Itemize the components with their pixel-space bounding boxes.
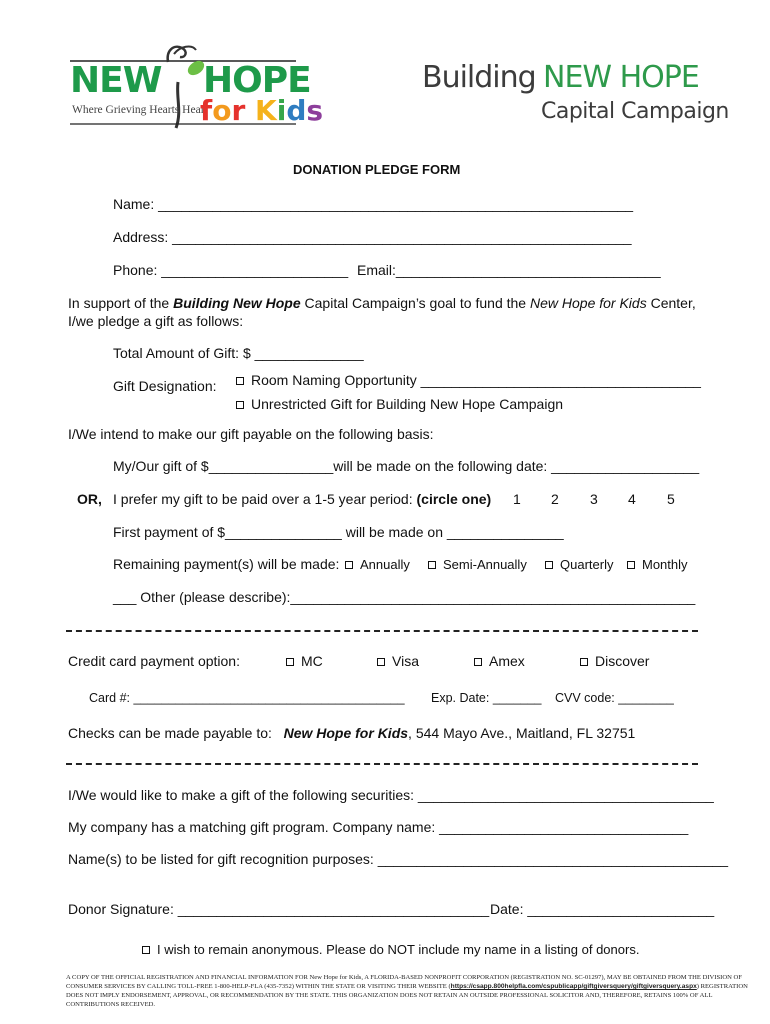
cc-option-mc[interactable]: MC — [286, 653, 323, 669]
checkbox-icon[interactable] — [286, 658, 294, 666]
phone-field[interactable]: Phone: ________________________ — [113, 262, 349, 278]
cc-option-visa[interactable]: Visa — [377, 653, 419, 669]
checkbox-icon[interactable] — [236, 377, 244, 385]
gift-designation-label: Gift Designation: — [113, 378, 217, 394]
address-field[interactable]: Address: ___________________________________________________________ — [113, 229, 632, 245]
registration-link[interactable]: https://csapp.800helpfla.com/cspublicapp/giftgiversquery/giftgiversquery.aspx — [450, 983, 697, 990]
gift-date-field[interactable]: My/Our gift of $________________will be made on the following date: ___________________ — [113, 458, 700, 474]
total-amount-field[interactable]: Total Amount of Gift: $ ______________ — [113, 345, 364, 361]
logo-tagline: Where Grieving Hearts Heal — [72, 104, 204, 116]
checkbox-icon[interactable] — [580, 658, 588, 666]
cc-option-amex[interactable]: Amex — [474, 653, 525, 669]
logo-building-text: Building — [422, 60, 536, 95]
section-divider — [66, 763, 698, 765]
designation-option-unrestricted[interactable]: Unrestricted Gift for Building New Hope Campaign — [236, 396, 563, 412]
remaining-payments-label: Remaining payment(s) will be made: — [113, 556, 340, 572]
form-title: DONATION PLEDGE FORM — [293, 162, 461, 177]
remaining-option-semi-annually[interactable]: Semi-Annually — [428, 557, 527, 572]
logo-for-kids-text: for Kids — [200, 94, 324, 127]
section-divider — [66, 630, 698, 632]
email-field[interactable]: Email:__________________________________ — [357, 262, 661, 278]
prefer-period-text: I prefer my gift to be paid over a 1-5 year period: (circle one) — [113, 491, 492, 507]
anonymous-option[interactable]: I wish to remain anonymous. Please do NOT include my name in a listing of donors. — [142, 942, 639, 957]
donor-signature-field[interactable]: Donor Signature: ________________________________________ — [68, 901, 490, 917]
exp-date-field[interactable]: Exp. Date: _______ — [431, 691, 542, 705]
cc-option-discover[interactable]: Discover — [580, 653, 649, 669]
year-option-5[interactable]: 5 — [667, 491, 675, 507]
intro-line-2: I/we pledge a gift as follows: — [68, 313, 244, 329]
other-describe-field[interactable]: ___ Other (please describe):____________________________________________________ — [113, 589, 696, 605]
matching-gift-field[interactable]: My company has a matching gift program. Company name: ________________________________ — [68, 819, 689, 835]
cvv-field[interactable]: CVV code: ________ — [555, 691, 674, 705]
logo-new-hope-text: NEW HOPE — [543, 60, 699, 95]
checkbox-icon[interactable] — [428, 561, 436, 569]
legal-footer: A COPY OF THE OFFICIAL REGISTRATION AND FINANCIAL INFORMATION FOR New Hope for Kids, A FLORIDA-BASED NONPROFIT CORPORATION (REGISTRATION NO. SC-01297), MAY BE OBTAINED FROM THE DIVISION OF CONSUMER SERVICES BY CALLING TOLL-FREE 1-800-HELP-FLA (435-7352) WITHIN THE STATE OR VISITING THEIR WEBSITE (https://csapp.800helpfla.com/cspublicapp/giftgiversquery/giftgiversquery.aspx) REGISTRATION DOES NOT IMPLY ENDORSEMENT, APPROVAL, OR RECOMMENDATION BY THE STATE. THIS ORGANIZATION DOES NOT RETAIN AN OUTSIDE PROFESSIONAL SOLICITOR AND, THEREFORE, RETAINS 100% OF ALL CONTRIBUTIONS RECEIVED. — [66, 974, 748, 1008]
signature-date-field[interactable]: Date: ________________________ — [490, 901, 715, 917]
intro-line-1: In support of the Building New Hope Capital Campaign’s goal to fund the New Hope for Kids Center, — [68, 295, 696, 311]
intend-text: I/We intend to make our gift payable on the following basis: — [68, 426, 434, 442]
first-payment-field[interactable]: First payment of $_______________ will be made on _______________ — [113, 524, 564, 540]
recognition-names-field[interactable]: Name(s) to be listed for gift recognition purposes: _____________________________________________ — [68, 851, 729, 867]
year-option-1[interactable]: 1 — [513, 491, 521, 507]
remaining-option-monthly[interactable]: Monthly — [627, 557, 688, 572]
year-option-3[interactable]: 3 — [590, 491, 598, 507]
checkbox-icon[interactable] — [377, 658, 385, 666]
logo-hope-text: HOPE — [203, 60, 311, 101]
checks-payable-line: Checks can be made payable to: New Hope for Kids, 544 Mayo Ave., Maitland, FL 32751 — [68, 725, 636, 741]
remaining-option-annually[interactable]: Annually — [345, 557, 410, 572]
securities-field[interactable]: I/We would like to make a gift of the following securities: ______________________________________ — [68, 787, 714, 803]
name-field[interactable]: Name: _____________________________________________________________ — [113, 196, 634, 212]
year-option-2[interactable]: 2 — [551, 491, 559, 507]
remaining-option-quarterly[interactable]: Quarterly — [545, 557, 613, 572]
checkbox-icon[interactable] — [627, 561, 635, 569]
checkbox-icon[interactable] — [345, 561, 353, 569]
logo-new-text: NEW — [70, 60, 162, 101]
checkbox-icon[interactable] — [545, 561, 553, 569]
year-option-4[interactable]: 4 — [628, 491, 636, 507]
credit-card-label: Credit card payment option: — [68, 653, 240, 669]
or-label: OR, — [77, 491, 102, 507]
logo-capital-campaign-text: Capital Campaign — [541, 99, 729, 124]
checkbox-icon[interactable] — [142, 946, 150, 954]
card-number-field[interactable]: Card #: _______________________________________ — [89, 691, 405, 705]
checkbox-icon[interactable] — [474, 658, 482, 666]
checkbox-icon[interactable] — [236, 401, 244, 409]
designation-option-room-naming[interactable]: Room Naming Opportunity ____________________________________ — [236, 372, 701, 388]
